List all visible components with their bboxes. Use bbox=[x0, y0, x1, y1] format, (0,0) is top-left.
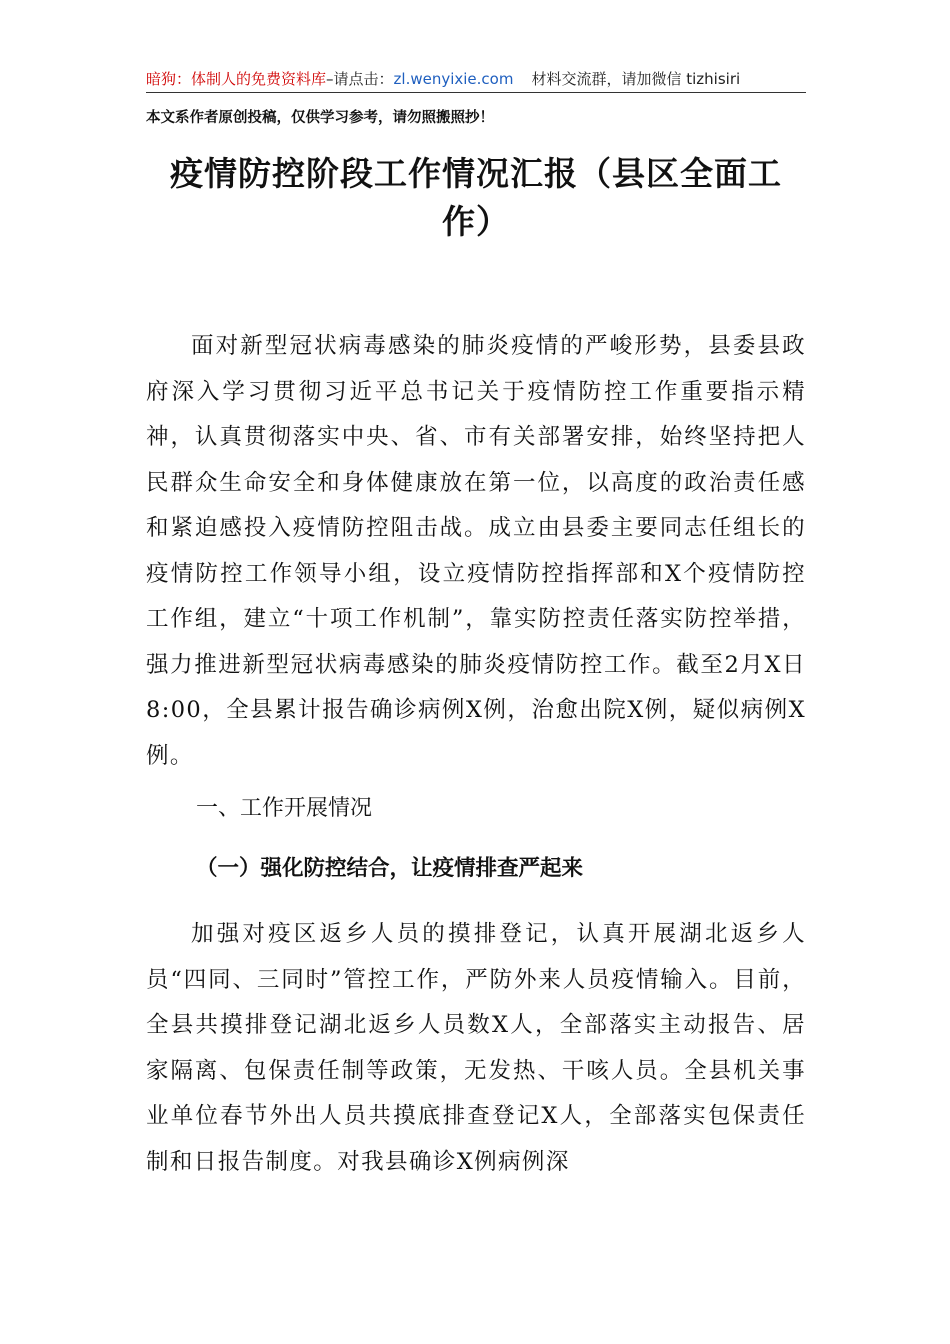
paragraph-screening: 加强对疫区返乡人员的摸排登记，认真开展湖北返乡人员“四同、三同时”管控工作，严防外来人员疫情输入。目前，全县共摸排登记湖北返乡人员数X人，全部落实主动报告、居家隔离、包保责任制等政策，无发热、干咳人员。全县机关事业单位春节外出人员共摸底排查登记X人，全部落实包保责任制和日报告制度。对我县确诊X例病例深 bbox=[146, 921, 806, 1175]
document-title: 疫情防控阶段工作情况汇报（县区全面工作） bbox=[170, 154, 782, 241]
subsection-heading: （一）强化防控结合，让疫情排查严起来 bbox=[196, 856, 584, 881]
header-click-prompt: –请点击： bbox=[326, 70, 394, 88]
header-url-link[interactable]: zl.wenyixie.com bbox=[393, 70, 514, 88]
section-heading: 一、工作开展情况 bbox=[196, 796, 373, 821]
paragraph-intro: 面对新型冠状病毒感染的肺炎疫情的严峻形势，县委县政府深入学习贯彻习近平总书记关于疫情防控工作重要指示精神，认真贯彻落实中央、省、市有关部署安排，始终坚持把人民群众生命安全和身体健康放在第一位，以高度的政治责任感和紧迫感投入疫情防控阻击战。成立由县委主要同志任组长的疫情防控工作领导小组，设立疫情防控指挥部和X个疫情防控工作组，建立“十项工作机制”，靠实防控责任落实防控举措，强力推进新型冠状病毒感染的肺炎疫情防控工作。截至2月X日8:00，全县累计报告确诊病例X例，治愈出院X例，疑似病例X例。 bbox=[146, 333, 806, 769]
page-header bbox=[146, 66, 806, 93]
copyright-notice: 本文系作者原创投稿，仅供学习参考，请勿照搬照抄！ bbox=[146, 109, 494, 126]
header-group-text: 材料交流群，请加微信 tizhisiri bbox=[531, 70, 741, 88]
header-ad-text: 暗狗：体制人的免费资料库 bbox=[146, 70, 327, 88]
